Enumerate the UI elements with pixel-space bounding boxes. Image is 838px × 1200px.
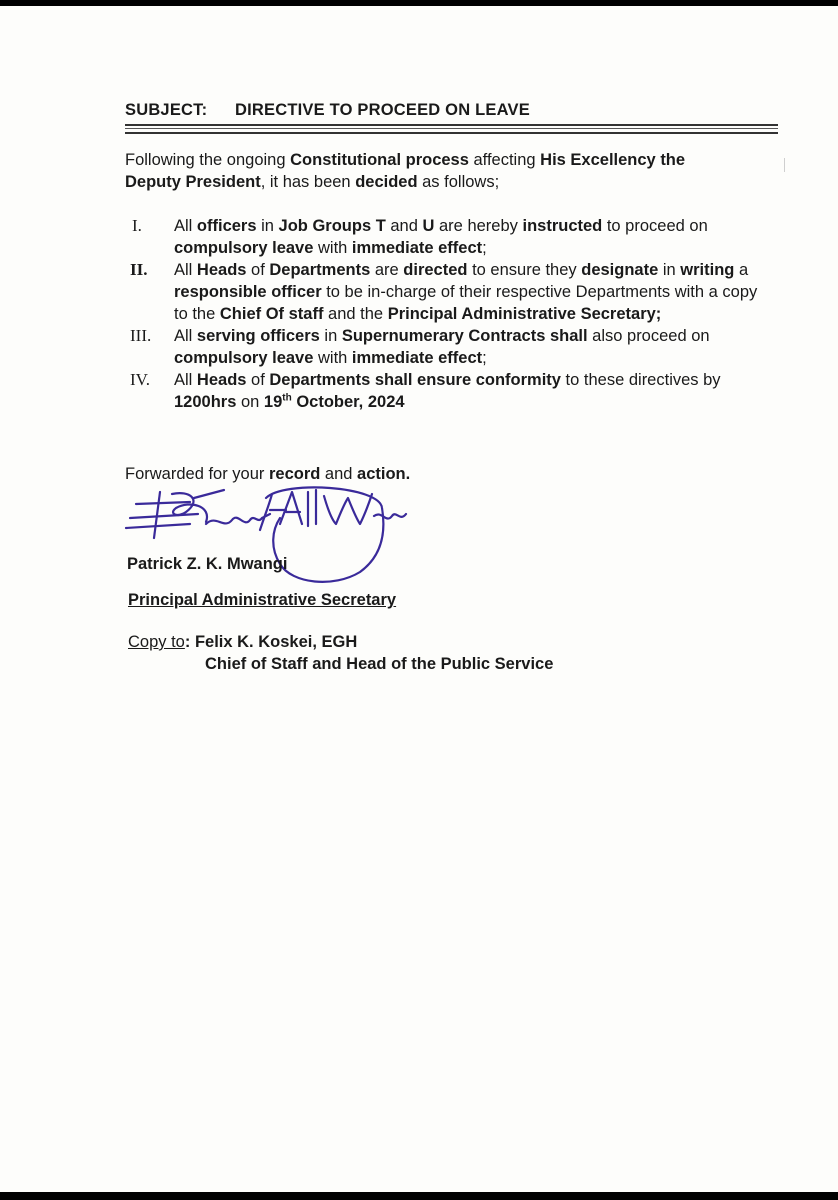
subject-divider [125,124,778,134]
directive-bold-text: Heads [196,261,247,279]
directive-text: to ensure they [467,261,582,279]
directive-text: of [246,371,270,389]
directive-bold-text: U [422,217,435,235]
directive-text: All [174,371,197,389]
directive-list [110,215,770,413]
forwarded-bold-text: action. [357,465,411,483]
directive-superscript: th [282,392,292,404]
directive-text: in [319,327,342,345]
directive-text: in [658,261,681,279]
directive-text: in [256,217,279,235]
directive-text: of [246,261,270,279]
intro-text: Following the ongoing [125,151,291,169]
directive-bold-text: writing [680,261,735,279]
directive-item [110,215,770,259]
directive-bold-text: responsible officer [174,283,322,301]
directive-item [110,369,770,413]
directive-numeral: II. [130,260,148,279]
copy-to-line [128,631,357,653]
directive-text: and [385,217,423,235]
directive-bold-text: Principal Administrative Secretary; [387,305,662,323]
directive-text: ; [482,239,487,257]
directive-text: with [313,349,352,367]
signature-image [120,484,420,594]
directive-text: All [174,217,197,235]
intro-text: affecting [468,151,541,169]
directive-bold-text: serving officers [196,327,320,345]
subject-title: DIRECTIVE TO PROCEED ON LEAVE [235,101,530,119]
signatory-name: Patrick Z. K. Mwangi [127,555,288,573]
directive-numeral: IV. [130,370,150,389]
intro-text: , it has been [260,173,356,191]
copy-to-colon: : [184,633,191,651]
directive-text: ; [482,349,487,367]
directive-bold-text: Departments shall ensure conformity [269,371,561,389]
directive-bold-text: Job Groups T [278,217,386,235]
directive-numeral: III. [130,326,152,345]
signatory-title: Principal Administrative Secretary [128,591,397,609]
directive-text: and the [323,305,388,323]
intro-text: as follows; [417,173,500,191]
directive-bold-text: 1200hrs [174,393,237,411]
forwarded-text: Forwarded for your [125,465,269,483]
copy-to-label: Copy to [128,633,185,651]
intro-paragraph [125,149,745,193]
intro-bold-text: Constitutional process [290,151,469,169]
directive-text: All [174,261,197,279]
directive-bold-text: Heads [196,371,247,389]
directive-text: on [236,393,264,411]
directive-text: are [370,261,404,279]
directive-text: to proceed on [602,217,708,235]
directive-bold-text: officers [196,217,257,235]
directive-bold-text: compulsory leave [174,239,314,257]
directive-text: also proceed on [587,327,710,345]
directive-bold-text: immediate effect [351,239,483,257]
copy-to-position: Chief of Staff and Head of the Public Service [205,655,554,673]
directive-bold-text: designate [581,261,659,279]
directive-text: to these directives by [560,371,721,389]
copy-to-name: Felix K. Koskei, EGH [190,633,358,651]
directive-item [110,325,770,369]
forwarded-bold-text: record [268,465,321,483]
subject-line [125,99,530,121]
directive-bold-text: instructed [522,217,603,235]
subject-label: SUBJECT: [125,101,208,119]
directive-text: All [174,327,197,345]
directive-bold-text: compulsory leave [174,349,314,367]
directive-text: with [313,239,352,257]
directive-text: a [734,261,749,279]
directive-item [110,259,770,325]
directive-bold-text: immediate effect [351,349,483,367]
directive-text: to be in-charge of their respective Departments with a copy to the [174,283,758,323]
intro-bold-text: decided [355,173,418,191]
directive-bold-text: 19 [263,393,283,411]
directive-bold-text: October, 2024 [291,393,405,411]
directive-numeral: I. [132,216,142,235]
directive-bold-text: Chief Of staff [219,305,324,323]
forwarded-text: and [320,465,358,483]
forwarded-line [125,463,410,485]
intro-bold-text: His Excellency the Deputy President [125,151,686,191]
directive-text: are hereby [434,217,523,235]
directive-bold-text: Supernumerary Contracts shall [341,327,588,345]
letter-page [0,6,838,1192]
directive-bold-text: directed [403,261,468,279]
directive-bold-text: Departments [269,261,371,279]
scan-mark [784,158,785,172]
